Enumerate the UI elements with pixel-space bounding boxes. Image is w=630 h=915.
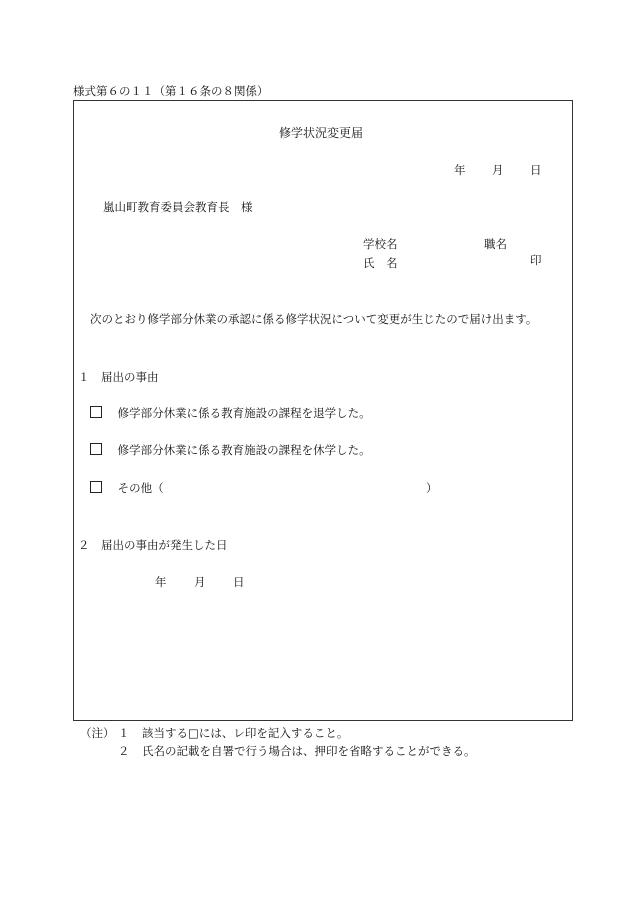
option-leave-label: 修学部分休業に係る教育施設の課程を休学した。 <box>117 443 371 457</box>
form-number: 様式第６の１１（第１６条の８関係） <box>73 84 269 98</box>
option-other[interactable] <box>90 480 164 496</box>
note-1-number: １ <box>118 726 130 740</box>
form-title: 修学状況変更届 <box>279 126 364 140</box>
statement-text: 次のとおり修学部分休業の承認に係る修学状況について変更が生じたので届け出ます。 <box>90 312 538 326</box>
seal-label: 印 <box>530 253 542 267</box>
date-month-label: 月 <box>492 163 504 177</box>
checkbox-withdrawn[interactable] <box>90 406 102 418</box>
position-label: 職名 <box>484 237 507 251</box>
date-day-label: 日 <box>530 163 542 177</box>
occurrence-month-label: 月 <box>194 575 206 589</box>
option-other-label: その他（ <box>117 481 164 495</box>
notes-label: （注） <box>80 726 115 740</box>
applicant-name-label: 氏 名 <box>363 256 398 270</box>
addressee: 嵐山町教育委員会教育長 様 <box>103 200 253 214</box>
note-2-text: 氏名の記載を自署で行う場合は、押印を省略することができる。 <box>142 744 476 758</box>
option-withdrawn[interactable] <box>90 405 371 421</box>
checkbox-other[interactable] <box>90 481 102 493</box>
section2-heading: ２ 届出の事由が発生した日 <box>78 538 228 552</box>
note-1-text: 該当する□には、レ印を記入すること。 <box>142 726 349 740</box>
option-leave[interactable] <box>90 442 371 458</box>
section1-heading: １ 届出の事由 <box>78 370 159 384</box>
date-year-label: 年 <box>454 163 466 177</box>
occurrence-day-label: 日 <box>233 575 245 589</box>
school-name-label: 学校名 <box>363 237 398 251</box>
statement-paragraph <box>78 309 568 330</box>
option-withdrawn-label: 修学部分休業に係る教育施設の課程を退学した。 <box>117 406 371 420</box>
occurrence-year-label: 年 <box>155 575 167 589</box>
option-other-close: ） <box>426 481 438 495</box>
note-2-number: ２ <box>118 744 130 758</box>
checkbox-leave[interactable] <box>90 443 102 455</box>
